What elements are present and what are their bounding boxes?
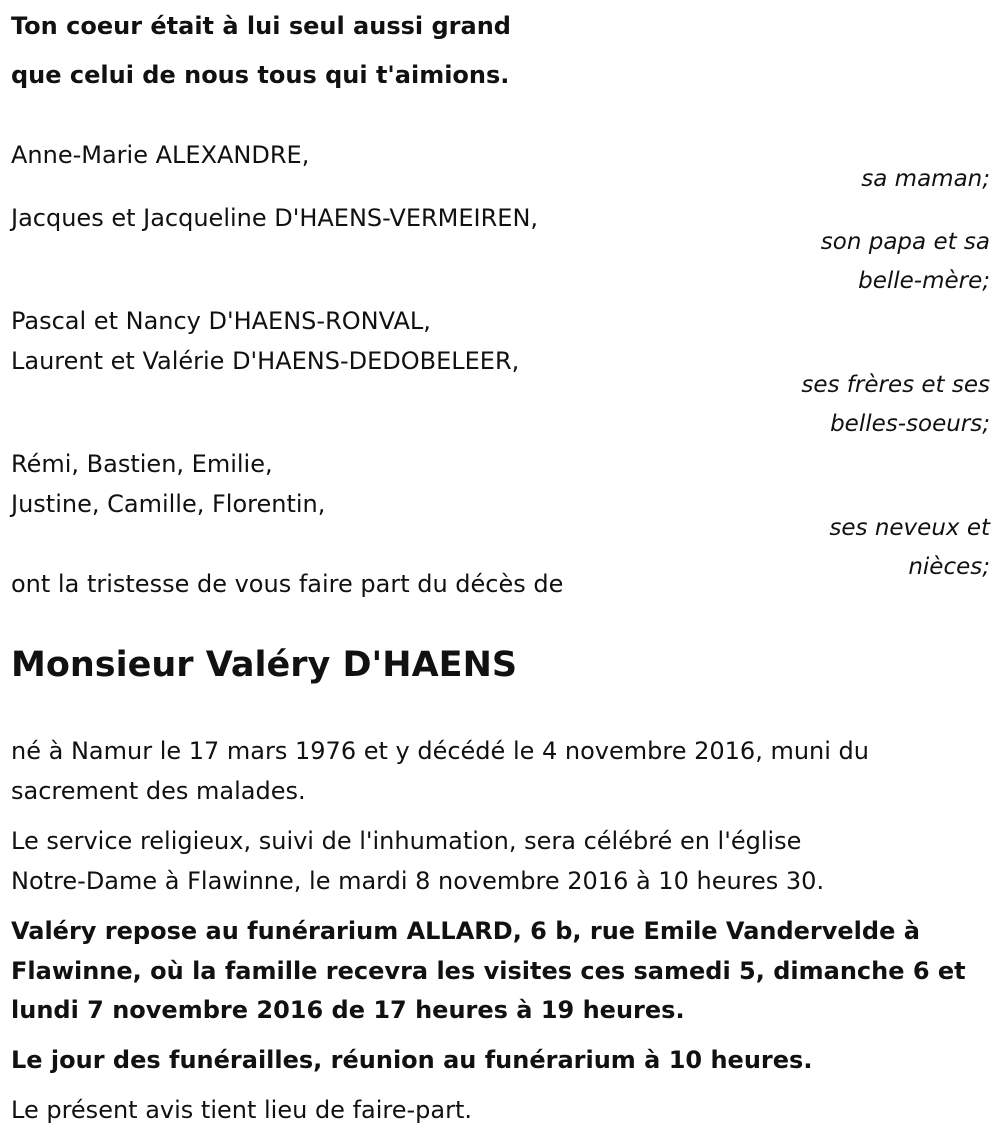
birth-line-2: sacrement des malades.	[11, 777, 306, 805]
epitaph-line-2: que celui de nous tous qui t'aimions.	[11, 61, 510, 89]
rest-line-3: lundi 7 novembre 2016 de 17 heures à 19 heures.	[11, 996, 685, 1024]
relation-nephews-1: ses neveux et	[829, 515, 990, 541]
family-sibling-2: Laurent et Valérie D'HAENS-DEDOBELEER,	[11, 347, 520, 375]
relation-father-2: belle-mère;	[858, 268, 990, 294]
relation-siblings-1: ses frères et ses	[801, 372, 990, 398]
announcement: ont la tristesse de vous faire part du décès de	[11, 570, 564, 598]
family-nephews-2: Justine, Camille, Florentin,	[11, 490, 326, 518]
rest-line-1: Valéry repose au funérarium ALLARD, 6 b, rue Emile Vandervelde à	[11, 917, 920, 945]
family-sibling-1: Pascal et Nancy D'HAENS-RONVAL,	[11, 307, 431, 335]
birth-line-1: né à Namur le 17 mars 1976 et y décédé le 4 novembre 2016, muni du	[11, 737, 869, 765]
epitaph-line-1: Ton coeur était à lui seul aussi grand	[11, 12, 511, 40]
rest-line-2: Flawinne, où la famille recevra les visites ces samedi 5, dimanche 6 et	[11, 957, 966, 985]
funeral-day: Le jour des funérailles, réunion au funérarium à 10 heures.	[11, 1046, 813, 1074]
relation-nephews-2: nièces;	[908, 554, 990, 580]
family-mother: Anne-Marie ALEXANDRE,	[11, 141, 310, 169]
service-line-1: Le service religieux, suivi de l'inhumation, sera célébré en l'église	[11, 827, 802, 855]
family-father: Jacques et Jacqueline D'HAENS-VERMEIREN,	[11, 204, 539, 232]
service-line-2: Notre-Dame à Flawinne, le mardi 8 novembre 2016 à 10 heures 30.	[11, 867, 825, 895]
relation-siblings-2: belles-soeurs;	[830, 411, 990, 437]
relation-father-1: son papa et sa	[820, 229, 990, 255]
family-nephews-1: Rémi, Bastien, Emilie,	[11, 450, 273, 478]
relation-mother: sa maman;	[861, 166, 990, 192]
notice: Le présent avis tient lieu de faire-part.	[11, 1096, 473, 1124]
deceased-name: Monsieur Valéry D'HAENS	[11, 645, 518, 685]
